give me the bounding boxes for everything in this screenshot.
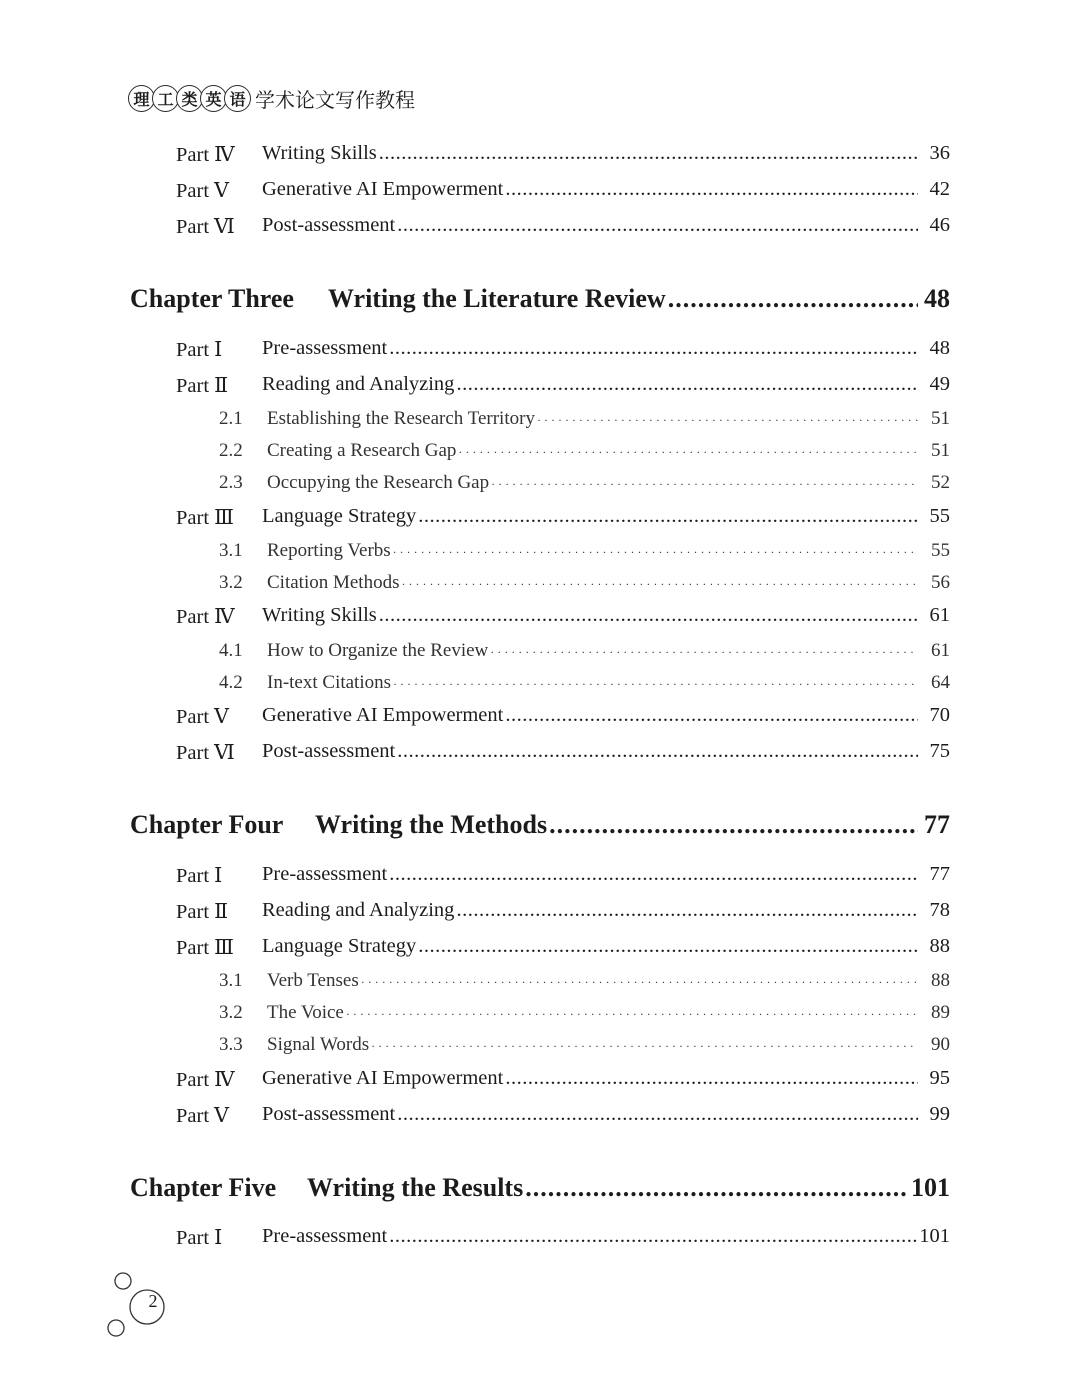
entry-title: Generative AI Empowerment	[262, 178, 504, 200]
entry-title: Generative AI Empowerment	[262, 1067, 504, 1089]
part-label: Part Ⅴ	[176, 706, 229, 728]
entry-title: Citation Methods	[267, 572, 400, 593]
entry-title: In-text Citations	[267, 672, 392, 693]
entry-page-number: 51	[931, 408, 950, 429]
part-label: Part Ⅲ	[176, 507, 234, 529]
running-header	[128, 80, 415, 116]
entry-title: Pre-assessment	[262, 1225, 388, 1247]
entry-title: Writing the Methods	[315, 810, 548, 839]
header-title: 学术论文写作教程	[255, 87, 415, 112]
entry-page-number: 78	[929, 899, 950, 921]
entry-page-number: 55	[931, 540, 950, 561]
chapter-label: Chapter Three	[130, 284, 294, 313]
header-circled-char: 语	[224, 85, 251, 112]
entry-page-number: 99	[929, 1103, 950, 1125]
section-number: 4.1	[219, 640, 243, 661]
dot-leader	[458, 440, 918, 462]
page-number: 2	[148, 1291, 158, 1311]
entry-page-number: 89	[931, 1002, 950, 1023]
entry-page-number: 56	[931, 572, 950, 593]
dot-leader	[456, 373, 918, 396]
entry-title: The Voice	[267, 1002, 344, 1023]
dot-leader	[490, 640, 918, 662]
section-number: 3.2	[219, 572, 243, 593]
part-label: Part Ⅵ	[176, 216, 235, 238]
part-label: Part Ⅰ	[176, 865, 223, 887]
entry-page-number: 88	[931, 970, 950, 991]
chapter-label: Chapter Four	[130, 810, 284, 839]
dot-leader	[505, 704, 918, 727]
page-footer	[105, 1270, 175, 1340]
dot-leader	[371, 1034, 918, 1056]
section-number: 2.1	[219, 408, 243, 429]
part-label: Part Ⅴ	[176, 180, 229, 202]
entry-title: Post-assessment	[262, 214, 396, 236]
entry-page-number: 75	[929, 740, 950, 762]
section-number: 3.1	[219, 540, 243, 561]
dot-leader	[393, 540, 918, 562]
entry-page-number: 101	[919, 1225, 950, 1247]
dot-leader	[397, 214, 918, 237]
header-circled-char: 工	[152, 85, 179, 112]
entry-title: Reading and Analyzing	[262, 899, 455, 921]
section-number: 3.3	[219, 1034, 243, 1055]
part-label: Part Ⅳ	[176, 1069, 235, 1091]
header-circled-char: 类	[176, 85, 203, 112]
part-label: Part Ⅳ	[176, 144, 235, 166]
part-label: Part Ⅵ	[176, 742, 235, 764]
entry-title: Language Strategy	[262, 935, 417, 957]
dot-leader	[397, 740, 918, 763]
entry-page-number: 61	[931, 640, 950, 661]
entry-title: Creating a Research Gap	[267, 440, 457, 461]
entry-title: Post-assessment	[262, 740, 396, 762]
entry-page-number: 48	[929, 337, 950, 359]
entry-title: Pre-assessment	[262, 337, 388, 359]
header-circled-char: 英	[200, 85, 227, 112]
header-circled-char: 理	[128, 85, 155, 112]
dot-leader	[549, 810, 918, 840]
entry-page-number: 42	[929, 178, 950, 200]
dot-leader	[456, 899, 918, 922]
section-number: 3.2	[219, 1002, 243, 1023]
entry-page-number: 77	[929, 863, 950, 885]
section-number: 4.2	[219, 672, 243, 693]
entry-title: Establishing the Research Territory	[267, 408, 535, 429]
entry-page-number: 88	[929, 935, 950, 957]
entry-page-number: 52	[931, 472, 950, 493]
dot-leader	[389, 863, 918, 886]
dot-leader	[505, 178, 918, 201]
part-label: Part Ⅳ	[176, 606, 235, 628]
entry-title: Signal Words	[267, 1034, 370, 1055]
part-label: Part Ⅱ	[176, 901, 229, 923]
entry-page-number: 70	[929, 704, 950, 726]
dot-leader	[389, 337, 918, 360]
entry-page-number: 90	[931, 1034, 950, 1055]
dot-leader	[418, 505, 918, 528]
dot-leader	[537, 408, 918, 430]
entry-title: Writing the Results	[307, 1173, 524, 1202]
dot-leader	[361, 970, 918, 992]
dot-leader	[397, 1103, 918, 1126]
entry-title: Post-assessment	[262, 1103, 396, 1125]
entry-page-number: 61	[929, 604, 950, 626]
entry-page-number: 51	[931, 440, 950, 461]
dot-leader	[379, 604, 918, 627]
entry-page-number: 95	[929, 1067, 950, 1089]
dot-leader	[379, 142, 918, 165]
dot-leader	[346, 1002, 918, 1024]
entry-page-number: 101	[911, 1173, 950, 1202]
dot-leader	[401, 572, 918, 594]
part-label: Part Ⅴ	[176, 1105, 229, 1127]
dot-leader	[668, 284, 918, 314]
part-label: Part Ⅰ	[176, 339, 223, 361]
entry-title: Writing the Literature Review	[328, 284, 666, 313]
part-label: Part Ⅱ	[176, 375, 229, 397]
entry-page-number: 36	[929, 142, 950, 164]
entry-page-number: 64	[931, 672, 950, 693]
part-label: Part Ⅲ	[176, 937, 234, 959]
entry-title: Writing Skills	[262, 604, 377, 626]
entry-page-number: 49	[929, 373, 950, 395]
entry-title: Reading and Analyzing	[262, 373, 455, 395]
entry-title: Reporting Verbs	[267, 540, 391, 561]
entry-title: Generative AI Empowerment	[262, 704, 504, 726]
dot-leader	[418, 935, 918, 958]
entry-title: Writing Skills	[262, 142, 377, 164]
entry-title: How to Organize the Review	[267, 640, 489, 661]
dot-leader	[393, 672, 918, 694]
dot-leader	[491, 472, 918, 494]
entry-page-number: 46	[929, 214, 950, 236]
entry-page-number: 55	[929, 505, 950, 527]
part-label: Part Ⅰ	[176, 1227, 223, 1249]
section-number: 2.2	[219, 440, 243, 461]
entry-page-number: 77	[924, 810, 950, 839]
section-number: 3.1	[219, 970, 243, 991]
section-number: 2.3	[219, 472, 243, 493]
entry-page-number: 48	[924, 284, 950, 313]
dot-leader	[505, 1067, 918, 1090]
dot-leader	[389, 1225, 917, 1248]
chapter-label: Chapter Five	[130, 1173, 277, 1202]
entry-title: Occupying the Research Gap	[267, 472, 490, 493]
entry-title: Pre-assessment	[262, 863, 388, 885]
entry-title: Language Strategy	[262, 505, 417, 527]
dot-leader	[525, 1173, 909, 1203]
entry-title: Verb Tenses	[267, 970, 359, 991]
